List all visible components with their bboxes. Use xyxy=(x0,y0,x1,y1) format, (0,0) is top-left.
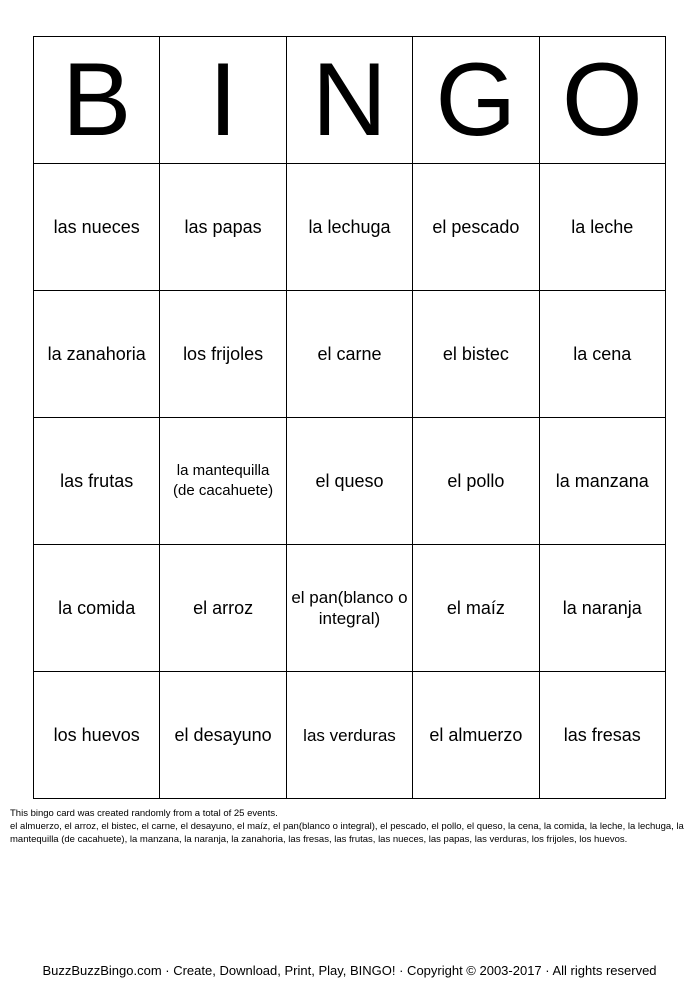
bingo-card xyxy=(33,36,666,799)
bingo-cell: las fresas xyxy=(539,672,665,799)
bingo-row xyxy=(34,545,666,672)
bingo-cell: el desayuno xyxy=(160,672,286,799)
description-intro: This bingo card was created randomly from a total of 25 events. xyxy=(10,808,278,819)
bingo-cell: las verduras xyxy=(286,672,412,799)
bingo-cell: la mantequilla (de cacahuete) xyxy=(160,418,286,545)
bingo-cell: la lechuga xyxy=(286,164,412,291)
bingo-cell: el maíz xyxy=(413,545,539,672)
bingo-cell: los frijoles xyxy=(160,291,286,418)
header-letter-n: N xyxy=(286,37,412,164)
bingo-cell: la cena xyxy=(539,291,665,418)
bingo-row xyxy=(34,418,666,545)
bingo-row xyxy=(34,291,666,418)
card-description xyxy=(10,807,690,846)
header-letter-b: B xyxy=(34,37,160,164)
bingo-row xyxy=(34,672,666,799)
bingo-cell: el arroz xyxy=(160,545,286,672)
bingo-cell: el pan(blanco o integral) xyxy=(286,545,412,672)
bingo-cell: el carne xyxy=(286,291,412,418)
bingo-cell: la comida xyxy=(34,545,160,672)
bingo-cell: las nueces xyxy=(34,164,160,291)
bingo-cell: la leche xyxy=(539,164,665,291)
bingo-cell: la manzana xyxy=(539,418,665,545)
bingo-cell: las papas xyxy=(160,164,286,291)
bingo-cell: el bistec xyxy=(413,291,539,418)
bingo-cell: los huevos xyxy=(34,672,160,799)
description-event-list: el almuerzo, el arroz, el bistec, el carne, el desayuno, el maíz, el pan(blanco o integral), el pescado, el pollo, el queso, la cena, la comida, la leche, la lechuga, la mantequilla (de cacahuete), la manzana, la naranja, la zanahoria, las fresas, las frutas, las nueces, las papas, las verduras, los frijoles, los huevos. xyxy=(10,821,684,845)
header-letter-i: I xyxy=(160,37,286,164)
header-letter-g: G xyxy=(413,37,539,164)
bingo-cell: el pescado xyxy=(413,164,539,291)
bingo-cell: el almuerzo xyxy=(413,672,539,799)
bingo-cell: el pollo xyxy=(413,418,539,545)
header-letter-o: O xyxy=(539,37,665,164)
bingo-cell: el queso xyxy=(286,418,412,545)
bingo-cell: las frutas xyxy=(34,418,160,545)
bingo-cell: la naranja xyxy=(539,545,665,672)
page-footer: BuzzBuzzBingo.com · Create, Download, Print, Play, BINGO! · Copyright © 2003-2017 · All rights reserved xyxy=(42,963,657,978)
bingo-header-row xyxy=(34,37,666,164)
bingo-cell: la zanahoria xyxy=(34,291,160,418)
bingo-row xyxy=(34,164,666,291)
